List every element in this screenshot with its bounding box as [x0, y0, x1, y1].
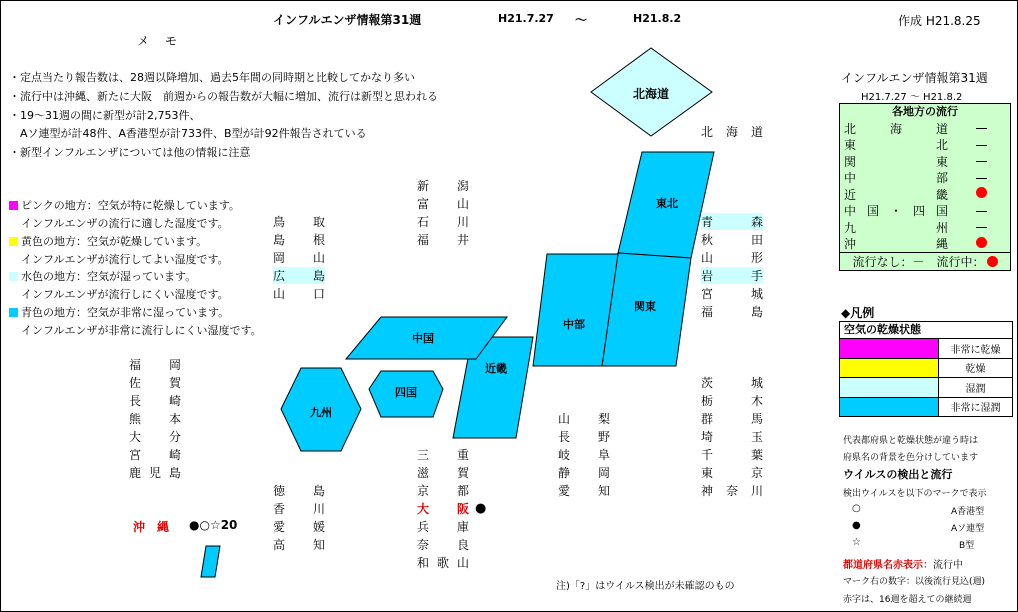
hanrei-note-2: 府県名の背景を色分けしています: [843, 453, 979, 463]
pref-kagoshima: 鹿児島: [129, 466, 181, 480]
pref-ibaraki: 茨城: [701, 376, 763, 390]
region-status-table: [839, 103, 1011, 271]
pref-gifu: 岐阜: [558, 448, 610, 462]
region-label-shikoku: 四国: [395, 386, 417, 399]
pref-hiroshima: 広島: [273, 269, 325, 283]
pref-kanagawa: 神奈川: [701, 484, 763, 498]
legend-title: インフルエンザ情報第31週: [841, 71, 988, 85]
very-humid-swatch: [840, 398, 939, 417]
pref-iwate: 岩手: [701, 269, 763, 283]
pref-yamaguchi: 山口: [273, 287, 325, 301]
pref-tokyo: 東京: [701, 466, 763, 480]
okinawa-virus-marks: ●○☆20: [189, 518, 238, 532]
pref-nara: 奈良: [417, 538, 469, 552]
region-label-chugoku: 中国: [412, 332, 434, 345]
legend-period: H21.7.27 ～ H21.8.2: [861, 92, 963, 103]
pref-wakayama: 和歌山: [417, 556, 469, 570]
pref-kyoto: 京都: [417, 484, 469, 498]
region-label-kyushu: 九州: [310, 406, 332, 419]
humidity-row: 湿潤: [840, 377, 1012, 397]
pref-fukushima: 福島: [701, 305, 763, 319]
hanrei-heading: ◆凡例: [841, 306, 875, 320]
hanrei-note-1: 代表都府県と乾燥状態が違う時は: [843, 436, 979, 446]
memo-heading: メ モ: [137, 34, 180, 48]
pref-tottori: 鳥取: [273, 215, 325, 229]
memo-line: ・流行中は沖縄、新たに大阪 前週からの報告数が大幅に増加、流行は新型と思われる: [9, 90, 438, 103]
hongkong-label: A香港型: [951, 507, 985, 517]
pref-miyazaki: 宮崎: [129, 448, 181, 462]
legend-row: 北 海 道: [840, 120, 1010, 137]
legend-footer: 流行なし：－ 流行中：: [840, 252, 1010, 270]
active-dot-icon: [976, 187, 987, 198]
pref-yamagata: 山形: [701, 251, 763, 265]
humid-swatch: [840, 378, 939, 397]
humidity-row: 非常に湿潤: [840, 397, 1012, 417]
legend-row: 中 部: [840, 170, 1010, 187]
region-label-tohoku: 東北: [656, 197, 678, 210]
humidity-row: 乾燥: [840, 358, 1012, 378]
pref-kochi: 高知: [273, 538, 325, 552]
memo-line: ・19～31週の間に新型が計2,753件、: [9, 109, 201, 122]
memo-line: Aソ連型が計48件、A香港型が計733件、B型が計92件報告されている: [9, 127, 367, 140]
pref-tokushima: 徳島: [273, 484, 325, 498]
inactive-dash-icon: [976, 178, 987, 179]
note-yellow-sub: インフルエンザが流行してよい湿度です。: [21, 253, 229, 266]
region-label-kanto: 関東: [634, 300, 656, 313]
pref-ishikawa: 石川: [417, 215, 469, 229]
virus-title: ウイルスの検出と流行: [843, 468, 953, 481]
pref-kagawa: 香川: [273, 502, 325, 516]
pref-hokkaido: 北海道: [701, 125, 763, 139]
legend-row: 近 畿: [840, 186, 1010, 203]
note-pink-sub: インフルエンザの流行に適した湿度です。: [21, 217, 229, 230]
pref-gunma: 群馬: [701, 412, 763, 426]
inactive-dash-icon: [976, 128, 987, 129]
pref-aichi: 愛知: [558, 484, 610, 498]
footnote: 注)「?」はウイルス検出が未確認のもの: [556, 581, 735, 592]
pref-niigata: 新潟: [417, 179, 469, 193]
humidity-legend: [839, 321, 1013, 417]
period-tilde: ～: [575, 13, 588, 27]
period-start: H21.7.27: [498, 12, 554, 25]
pref-aomori: 青森: [701, 215, 763, 229]
report-title: インフルエンザ情報第31週: [273, 13, 422, 27]
okinawa-shape: [201, 546, 220, 577]
osaka-virus-mark: ●: [475, 501, 487, 516]
region-label-kinki: 近畿: [485, 362, 507, 375]
pref-tochigi: 栃木: [701, 394, 763, 408]
virus-sub: 検出ウイルスを以下のマークで表示: [843, 489, 987, 499]
legend-row: 九 州: [840, 219, 1010, 236]
typeb-label: B型: [959, 541, 975, 551]
red-name-note: 都道府県名赤表示：流行中: [843, 560, 963, 571]
active-dot-icon: [976, 237, 987, 248]
pref-nagano: 長野: [558, 430, 610, 444]
humidity-row: 非常に乾燥: [840, 338, 1012, 358]
humidity-legend-title: 空気の乾燥状態: [844, 323, 921, 336]
pref-miyagi: 宮城: [701, 287, 763, 301]
pref-okayama: 岡山: [273, 251, 325, 265]
hongkong-mark-icon: ○: [852, 503, 861, 514]
legend-heading: 各地方の流行: [892, 105, 958, 118]
pref-fukuoka: 福岡: [129, 358, 181, 372]
pref-kumamoto: 熊本: [129, 412, 181, 426]
pref-yamanashi: 山梨: [558, 412, 610, 426]
pref-fukui: 福井: [417, 233, 469, 247]
note-pink: ピンクの地方：空気が特に乾燥しています。: [9, 197, 240, 213]
inactive-dash-icon: [976, 211, 987, 212]
created-date: 作成 H21.8.25: [898, 14, 981, 28]
pref-shiga: 滋賀: [417, 466, 469, 480]
pref-akita: 秋田: [701, 233, 763, 247]
memo-line: ・新型インフルエンザについては他の情報に注意: [9, 146, 251, 159]
legend-row: 沖 縄: [840, 236, 1010, 253]
inactive-dash-icon: [976, 145, 987, 146]
region-label-chubu: 中部: [563, 318, 585, 331]
pref-chiba: 千葉: [701, 448, 763, 462]
pref-okinawa: 沖 縄: [133, 520, 170, 534]
marks-note: マーク右の数字：以後流行見込(週): [843, 577, 986, 587]
pref-shizuoka: 静岡: [558, 466, 610, 480]
pref-saitama: 埼玉: [701, 430, 763, 444]
red-text-note: 赤字は、16週を超えての継続週: [843, 595, 972, 605]
legend-row: 東 北: [840, 137, 1010, 154]
pref-toyama: 富山: [417, 197, 469, 211]
typeb-mark-icon: ☆: [852, 537, 861, 548]
pref-saga: 佐賀: [129, 376, 181, 390]
soviet-mark-icon: ●: [852, 520, 861, 531]
very-dry-swatch: [840, 339, 939, 358]
soviet-label: Aソ連型: [951, 524, 985, 534]
memo-line: ・定点当たり報告数は、28週以降増加、過去5年間の同時期と比較してかなり多い: [9, 71, 415, 84]
pref-nagasaki: 長崎: [129, 394, 181, 408]
region-label-hokkaido: 北海道: [633, 87, 670, 101]
note-yellow: 黄色の地方：空気が乾燥しています。: [9, 233, 207, 249]
pref-oita: 大分: [129, 430, 181, 444]
note-lightblue-sub: インフルエンザが流行しにくい湿度です。: [21, 288, 229, 301]
active-dot-icon: [987, 256, 998, 267]
pref-shimane: 島根: [273, 233, 325, 247]
pref-hyogo: 兵庫: [417, 520, 469, 534]
period-end: H21.8.2: [633, 12, 682, 25]
note-lightblue: 水色の地方：空気が湿っています。: [9, 268, 196, 284]
inactive-dash-icon: [976, 161, 987, 162]
dry-swatch: [840, 359, 939, 378]
pref-mie: 三重: [417, 448, 469, 462]
note-blue: 青色の地方：空気が非常に湿っています。: [9, 304, 229, 320]
legend-row: 中国・四国: [840, 203, 1010, 220]
pref-osaka: 大阪: [417, 502, 469, 516]
pref-ehime: 愛媛: [273, 520, 325, 534]
inactive-dash-icon: [976, 227, 987, 228]
legend-row: 関 東: [840, 153, 1010, 170]
note-blue-sub: インフルエンザが非常に流行しにくい湿度です。: [21, 324, 262, 337]
